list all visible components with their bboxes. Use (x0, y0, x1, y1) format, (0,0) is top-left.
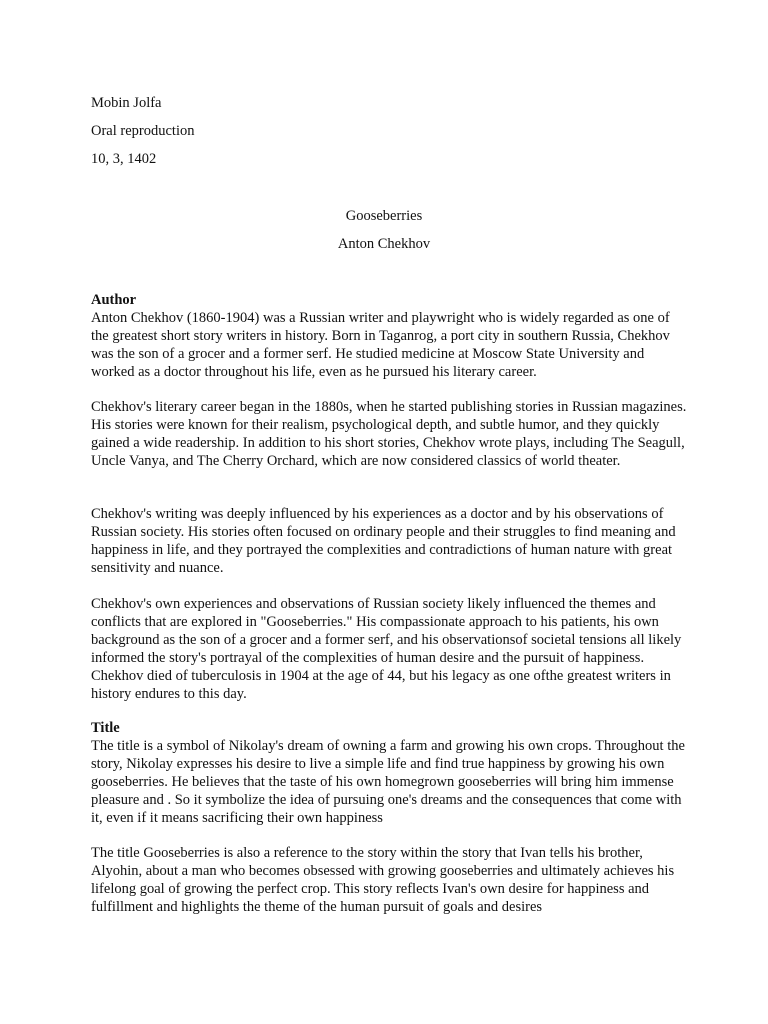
author-paragraph-1: Anton Chekhov (1860-1904) was a Russian writer and playwright who is widely regarded as one of the greatest short story writers in history. Born in Taganrog, a port city in southern Russia, Chekhov was the son of a grocer and a former serf. He studied medicine at Moscow State University and worked as a doctor throughout his life, even as he pursued his literary career. (91, 310, 670, 380)
title-section (91, 719, 688, 827)
document-title: Gooseberries (345, 208, 423, 224)
author-paragraph-2: Chekhov's literary career began in the 1880s, when he started publishing stories in Russian magazines. His stories were known for their realism, psychological depth, and subtle humor, and they quickly gained a wide readership. In addition to his short stories, Chekhov wrote plays, including The Seagull, Uncle Vanya, and The Cherry Orchard, which are now considered classics of world theater. (91, 399, 687, 469)
date: 10, 3, 1402 (91, 151, 157, 167)
course-name: Oral reproduction (91, 123, 195, 139)
section-heading-title: Title (91, 720, 120, 736)
author-paragraph-3: Chekhov's writing was deeply influenced by his experiences as a doctor and by his observations of Russian society. His stories often focused on ordinary people and their struggles to find meaning and happiness in life, and they portrayed the complexities and contradictions of human nature with great sensitivity and nuance. (91, 506, 676, 576)
section-heading-author: Author (91, 292, 137, 308)
document-author: Anton Chekhov (337, 236, 431, 252)
title-paragraph-1: The title is a symbol of Nikolay's dream of owning a farm and growing his own crops. Throughout the story, Nikolay expresses his desire to live a simple life and find true happiness by growing his own gooseberries. He believes that the taste of his own homegrown gooseberries will bring him immense pleasure and . So it symbolize the idea of pursuing one's dreams and the consequences that come with it, even if it means sacrificing their own happiness (91, 738, 685, 826)
author-paragraph-block-4 (91, 595, 688, 703)
author-paragraph-block-2 (91, 398, 688, 470)
author-paragraph-block-3 (91, 505, 688, 577)
author-section (91, 291, 688, 381)
title-paragraph-block-2 (91, 844, 688, 916)
student-name: Mobin Jolfa (91, 95, 162, 111)
title-paragraph-2: The title Gooseberries is also a reference to the story within the story that Ivan tells his brother, Alyohin, about a man who becomes obsessed with growing gooseberries and ultimately achieves his lifelong goal of growing the perfect crop. This story reflects Ivan's own desire for happiness and fulfillment and highlights the theme of the human pursuit of goals and desires (91, 845, 675, 915)
author-paragraph-4: Chekhov's own experiences and observations of Russian society likely influenced the themes and conflicts that are explored in "Gooseberries." His compassionate approach to his patients, his own background as the son of a grocer and a former serf, and his observationsof societal tensions all likely informed the story's portrayal of the complexities of human desire and the pursuit of happiness. Chekhov died of tuberculosis in 1904 at the age of 44, but his legacy as one ofthe greatest writers in history endures to this day. (91, 596, 682, 702)
